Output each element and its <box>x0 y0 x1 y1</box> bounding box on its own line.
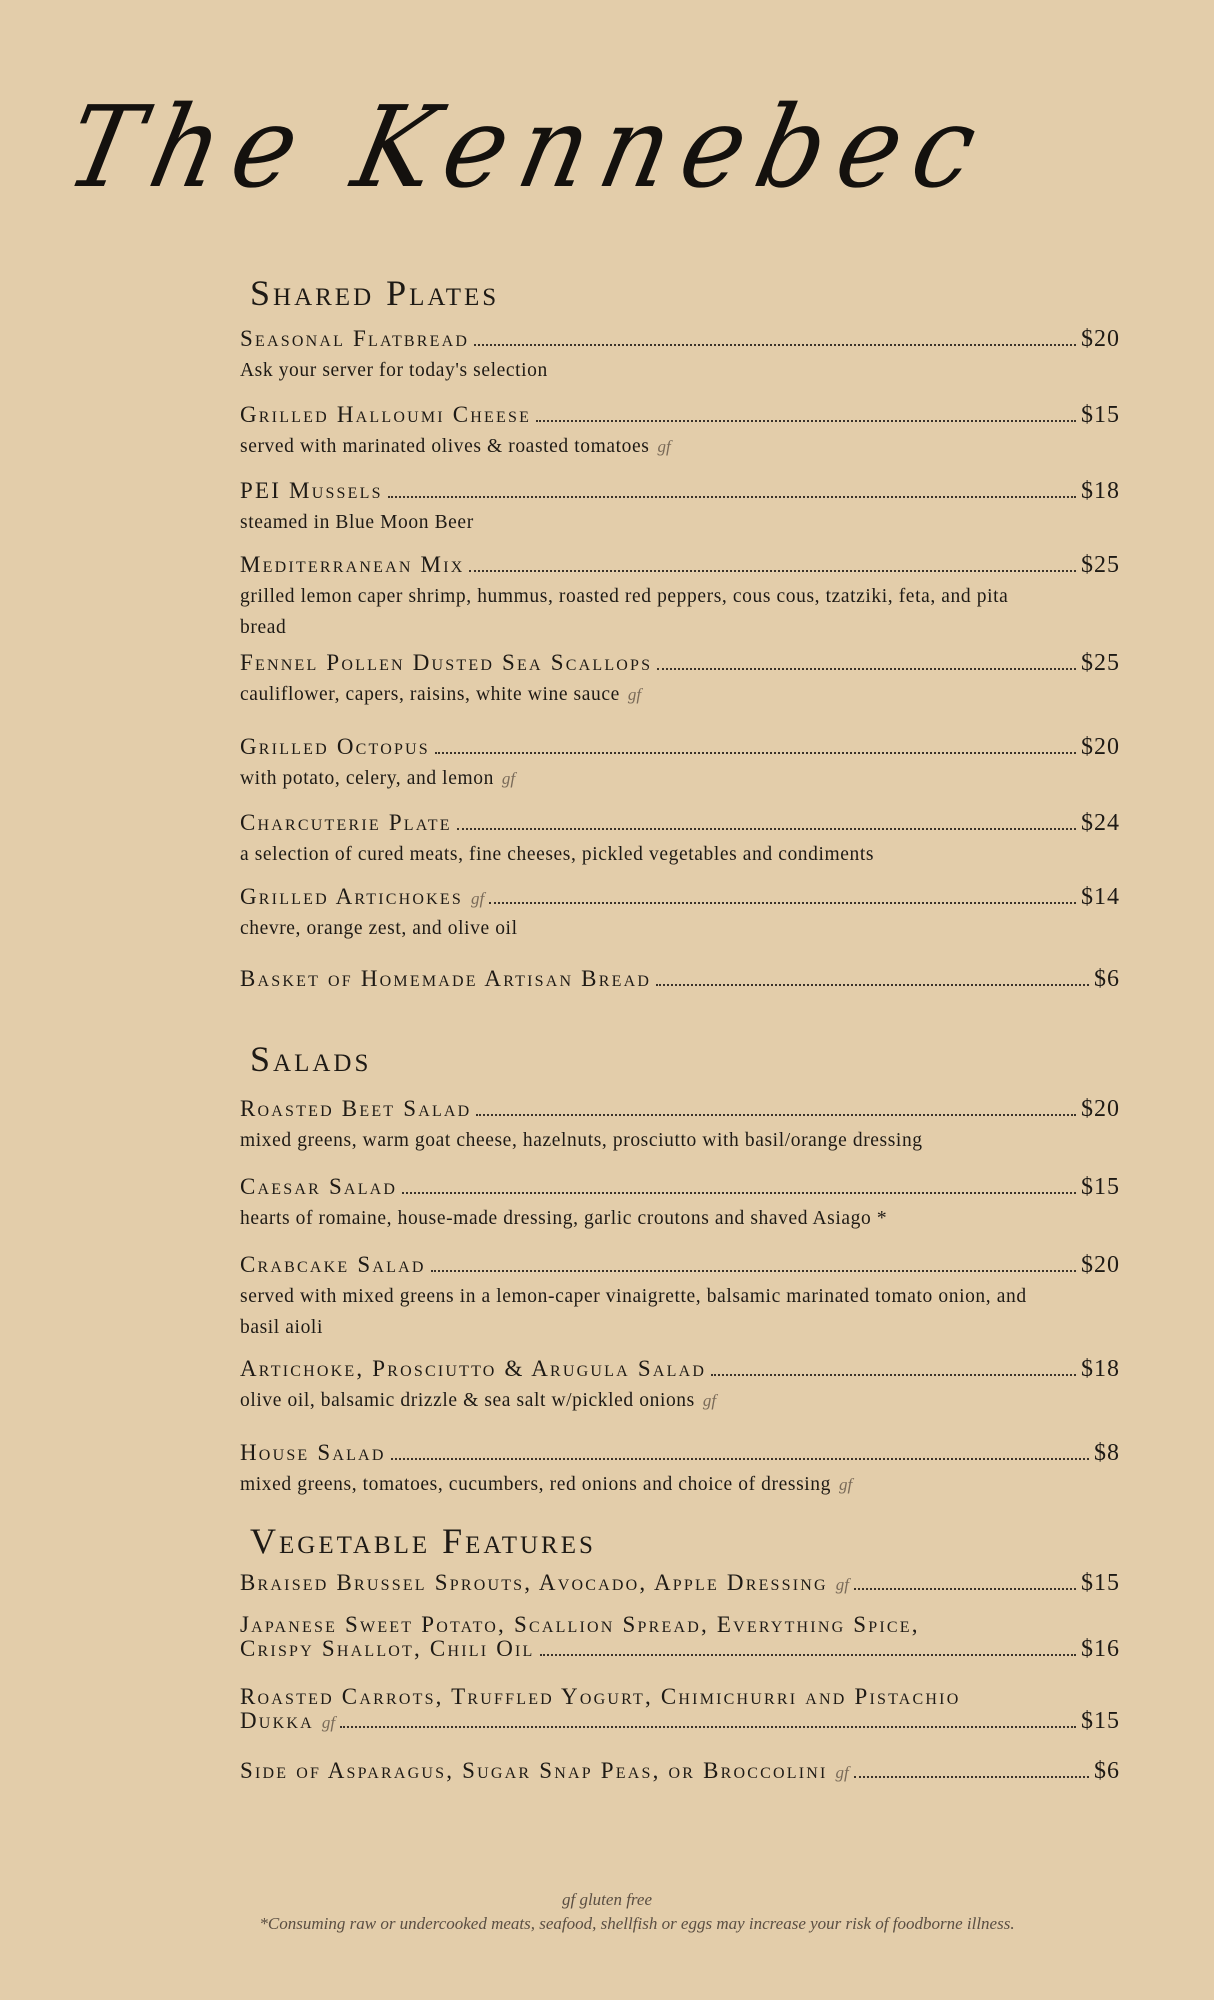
item-name: Charcuterie Plate <box>240 810 452 835</box>
item-name: Caesar Salad <box>240 1174 398 1199</box>
menu-item-grilled-artichokes <box>240 884 1120 944</box>
item-price: $20 <box>1081 734 1120 760</box>
item-price: $15 <box>1081 402 1120 428</box>
menu-item-grilled-halloumi <box>240 402 1120 462</box>
item-description: Ask your server for today's selection <box>240 360 548 381</box>
menu-item-japanese-sweet-potato <box>240 1614 1120 1663</box>
menu-item-seasonal-flatbread <box>240 326 1120 386</box>
menu-item-artichoke-prosciutto-salad <box>240 1356 1120 1416</box>
item-description: served with marinated olives & roasted tomatoes <box>240 436 650 457</box>
item-name-line-2: Dukka <box>240 1708 314 1733</box>
menu-item-roasted-carrots <box>240 1686 1120 1735</box>
item-name: Mediterranean Mix <box>240 552 465 577</box>
item-name: Fennel Pollen Dusted Sea Scallops <box>240 650 653 675</box>
item-name-line-1: Japanese Sweet Potato, Scallion Spread, Everything Spice, <box>240 1612 920 1637</box>
menu-item-brussel-sprouts <box>240 1570 1120 1597</box>
menu-item-artisan-bread <box>240 966 1120 993</box>
leader-dots <box>489 902 1076 904</box>
item-price: $25 <box>1081 552 1120 578</box>
leader-dots <box>402 1192 1076 1194</box>
item-description: a selection of cured meats, fine cheeses, pickled vegetables and condiments <box>240 844 875 865</box>
item-name: PEI Mussels <box>240 478 383 503</box>
gluten-free-badge: gf <box>838 1475 853 1494</box>
gluten-free-badge: gf <box>627 685 642 704</box>
item-name: Roasted Beet Salad <box>240 1096 472 1121</box>
gluten-free-badge: gf <box>471 889 485 908</box>
menu-item-crabcake-salad <box>240 1252 1120 1343</box>
menu-item-grilled-octopus <box>240 734 1120 794</box>
item-description: olive oil, balsamic drizzle & sea salt w/pickled onions <box>240 1390 695 1411</box>
section-title-vegetable-features: Vegetable Features <box>250 1521 596 1561</box>
leader-dots <box>340 1726 1076 1728</box>
item-price: $8 <box>1094 1440 1120 1466</box>
leader-dots <box>431 1270 1076 1272</box>
leader-dots <box>540 1654 1076 1656</box>
item-description: with potato, celery, and lemon <box>240 768 494 789</box>
item-name-line-2: Crispy Shallot, Chili Oil <box>240 1636 535 1661</box>
item-price: $6 <box>1094 966 1120 992</box>
leader-dots <box>388 496 1076 498</box>
item-price: $20 <box>1081 326 1120 352</box>
leader-dots <box>391 1458 1089 1460</box>
leader-dots <box>435 752 1076 754</box>
restaurant-logo: The Kennebec <box>55 81 1002 213</box>
menu-item-sea-scallops <box>240 650 1120 710</box>
menu-item-asparagus-side <box>240 1758 1120 1785</box>
item-name-line-1: Roasted Carrots, Truffled Yogurt, Chimichurri and Pistachio <box>240 1684 961 1709</box>
item-name: House Salad <box>240 1440 386 1465</box>
item-price: $6 <box>1094 1758 1120 1784</box>
item-price: $15 <box>1081 1708 1120 1734</box>
item-description: grilled lemon caper shrimp, hummus, roasted red peppers, cous cous, tzatziki, feta, and pita bread <box>240 586 1009 638</box>
item-price: $18 <box>1081 478 1120 504</box>
gluten-free-badge: gf <box>321 1713 336 1732</box>
menu-item-house-salad <box>240 1440 1120 1500</box>
leader-dots <box>474 344 1076 346</box>
menu-item-caesar-salad <box>240 1174 1120 1234</box>
leader-dots <box>854 1776 1089 1778</box>
leader-dots <box>536 420 1076 422</box>
leader-dots <box>656 984 1089 986</box>
menu-item-mediterranean-mix <box>240 552 1120 643</box>
food-safety-disclaimer: *Consuming raw or undercooked meats, seafood, shellfish or eggs may increase your risk of foodborne illness. <box>259 1914 1015 1933</box>
item-description: mixed greens, warm goat cheese, hazelnuts, prosciutto with basil/orange dressing <box>240 1130 923 1151</box>
leader-dots <box>457 828 1076 830</box>
item-name: Grilled Halloumi Cheese <box>240 402 532 427</box>
section-title-shared-plates: Shared Plates <box>250 273 500 313</box>
item-price: $15 <box>1081 1174 1120 1200</box>
item-name: Seasonal Flatbread <box>240 326 470 351</box>
leader-dots <box>854 1588 1076 1590</box>
leader-dots <box>657 668 1076 670</box>
item-description: cauliflower, capers, raisins, white wine sauce <box>240 684 620 705</box>
menu-item-pei-mussels <box>240 478 1120 538</box>
item-price: $25 <box>1081 650 1120 676</box>
item-price: $18 <box>1081 1356 1120 1382</box>
item-description: mixed greens, tomatoes, cucumbers, red onions and choice of dressing <box>240 1474 831 1495</box>
menu-item-charcuterie-plate <box>240 810 1120 870</box>
item-description: chevre, orange zest, and olive oil <box>240 918 518 939</box>
gluten-free-badge: gf <box>501 769 516 788</box>
gluten-free-badge: gf <box>835 1763 849 1782</box>
item-name: Crabcake Salad <box>240 1252 426 1277</box>
item-name: Side of Asparagus, Sugar Snap Peas, or Broccolini <box>240 1758 828 1783</box>
leader-dots <box>476 1114 1076 1116</box>
leader-dots <box>469 570 1076 572</box>
leader-dots <box>711 1374 1076 1376</box>
gluten-free-badge: gf <box>835 1575 850 1594</box>
item-description: steamed in Blue Moon Beer <box>240 512 474 533</box>
item-name: Grilled Octopus <box>240 734 430 759</box>
item-price: $16 <box>1081 1636 1120 1662</box>
gluten-free-badge: gf <box>657 437 671 456</box>
gluten-free-legend: gf gluten free <box>561 1890 652 1909</box>
item-price: $20 <box>1081 1096 1120 1122</box>
item-price: $14 <box>1081 884 1120 910</box>
item-description: served with mixed greens in a lemon-caper vinaigrette, balsamic marinated tomato onion, and basil aioli <box>240 1286 1027 1338</box>
gluten-free-badge: gf <box>702 1391 717 1410</box>
item-name: Basket of Homemade Artisan Bread <box>240 966 652 991</box>
item-description: hearts of romaine, house-made dressing, garlic croutons and shaved Asiago * <box>240 1208 888 1229</box>
item-name: Grilled Artichokes <box>240 884 463 909</box>
section-title-salads: Salads <box>250 1039 372 1079</box>
menu-item-roasted-beet-salad <box>240 1096 1120 1156</box>
item-price: $20 <box>1081 1252 1120 1278</box>
item-price: $24 <box>1081 810 1120 836</box>
item-price: $15 <box>1081 1570 1120 1596</box>
item-name: Braised Brussel Sprouts, Avocado, Apple Dressing <box>240 1570 828 1595</box>
item-name: Artichoke, Prosciutto & Arugula Salad <box>240 1356 707 1381</box>
